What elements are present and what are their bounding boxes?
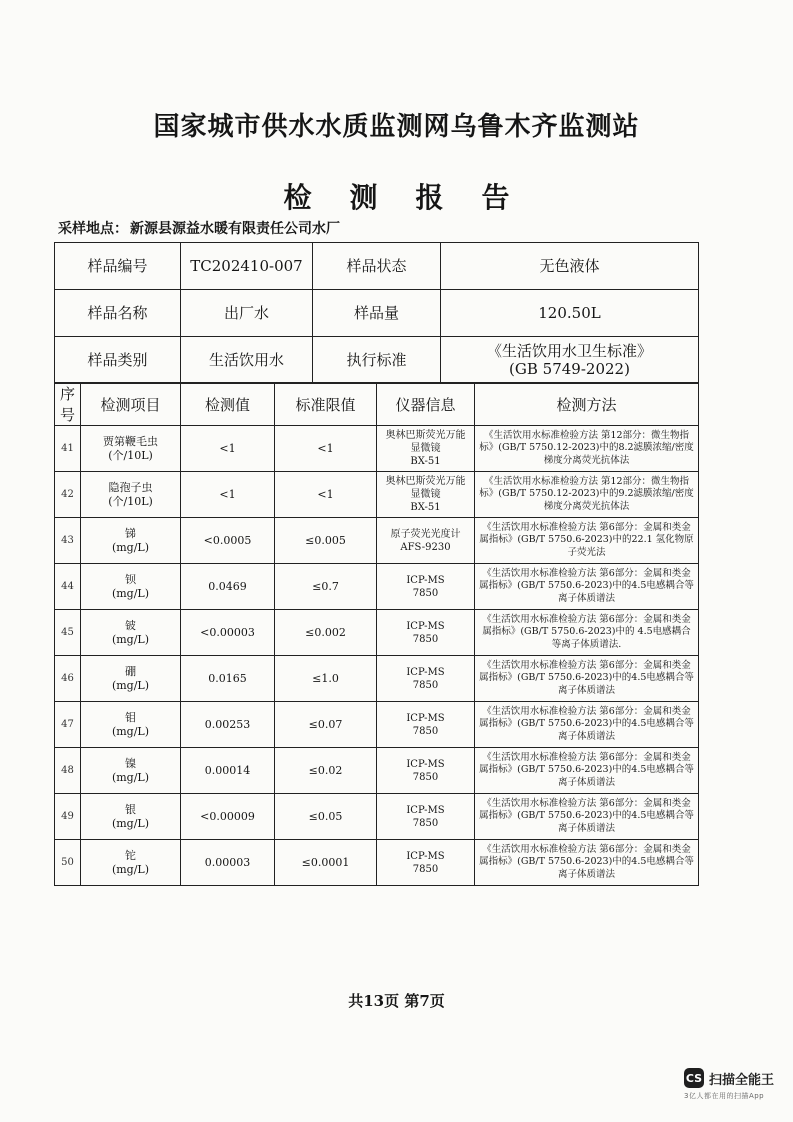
row-method: 《生活饮用水标准检验方法 第6部分：金属和类金属指标》(GB/T 5750.6-2023)中的 4.5电感耦合等离子体质谱法. xyxy=(475,610,699,656)
test-results-table xyxy=(54,382,699,886)
row-limit: ≤1.0 xyxy=(275,656,377,702)
item-unit: (mg/L) xyxy=(111,816,150,830)
row-method: 《生活饮用水标准检验方法 第6部分：金属和类金属指标》(GB/T 5750.6-2023)中的4.5电感耦合等离子体质谱法 xyxy=(475,794,699,840)
row-item xyxy=(81,656,181,702)
item-name: 锑 xyxy=(125,526,136,540)
row-limit: ≤0.0001 xyxy=(275,840,377,886)
inst-line-1: ICP-MS xyxy=(406,850,445,862)
inst-line-2: 7850 xyxy=(412,679,439,691)
sample-no-value: TC202410-007 xyxy=(181,243,313,290)
item-name: 银 xyxy=(125,802,136,816)
item-name: 铍 xyxy=(125,618,136,632)
inst-line-1: ICP-MS xyxy=(406,574,445,586)
item-unit: (mg/L) xyxy=(111,632,150,646)
row-method: 《生活饮用水标准检验方法 第6部分：金属和类金属指标》(GB/T 5750.6-2023)中的4.5电感耦合等离子体质谱法 xyxy=(475,564,699,610)
row-limit: <1 xyxy=(275,426,377,472)
row-method: 《生活饮用水标准检验方法 第12部分：微生物指标》(GB/T 5750.12-2023)中的9.2滤膜浓缩/密度梯度分离荧光抗体法 xyxy=(475,472,699,518)
row-item xyxy=(81,748,181,794)
inst-line-2: 7850 xyxy=(412,817,439,829)
standard-line-1: 《生活饮用水卫生标准》 xyxy=(486,342,652,360)
row-instrument xyxy=(377,426,475,472)
col-value: 检测值 xyxy=(181,383,275,426)
sample-info-table xyxy=(54,242,699,384)
site-value: 新源县源益水暖有限责任公司水厂 xyxy=(130,221,340,237)
row-limit: ≤0.05 xyxy=(275,794,377,840)
row-item xyxy=(81,840,181,886)
watermark-tagline: 3亿人都在用的扫描App xyxy=(684,1092,765,1100)
col-method: 检测方法 xyxy=(475,383,699,426)
row-value: 0.00003 xyxy=(181,840,275,886)
table-row xyxy=(55,472,699,518)
row-value: 0.0469 xyxy=(181,564,275,610)
item-name: 钡 xyxy=(125,572,136,586)
item-name: 镍 xyxy=(125,756,136,770)
row-instrument xyxy=(377,748,475,794)
standard-value xyxy=(441,337,699,384)
inst-line-1: ICP-MS xyxy=(406,804,445,816)
table-header-row xyxy=(55,383,699,426)
col-seq: 序号 xyxy=(55,383,81,426)
item-unit: (个/10L) xyxy=(108,494,153,508)
row-instrument xyxy=(377,702,475,748)
watermark-name: 扫描全能王 xyxy=(709,1072,775,1088)
table-row xyxy=(55,426,699,472)
row-instrument xyxy=(377,564,475,610)
inst-line-2: 显微镜 xyxy=(410,489,441,500)
row-seq: 42 xyxy=(55,472,81,518)
row-instrument xyxy=(377,518,475,564)
category-value: 生活饮用水 xyxy=(181,337,313,384)
scanner-watermark xyxy=(684,1068,793,1101)
table-row xyxy=(55,656,699,702)
item-name: 铊 xyxy=(125,848,136,862)
inst-line-1: ICP-MS xyxy=(406,712,445,724)
row-item xyxy=(81,426,181,472)
row-seq: 49 xyxy=(55,794,81,840)
row-value: 0.0165 xyxy=(181,656,275,702)
item-name: 钼 xyxy=(125,710,136,724)
page-number: 共13页 第7页 xyxy=(348,992,445,1010)
state-value: 无色液体 xyxy=(441,243,699,290)
quantity-label: 样品量 xyxy=(313,290,441,337)
inst-line-1: ICP-MS xyxy=(406,666,445,678)
inst-line-2: AFS-9230 xyxy=(400,541,451,553)
item-unit: (mg/L) xyxy=(111,540,150,554)
inst-line-1: 奥林巴斯荧光万能 xyxy=(385,476,466,487)
table-row xyxy=(55,518,699,564)
row-limit: ≤0.005 xyxy=(275,518,377,564)
sampling-site xyxy=(58,218,342,238)
table-row xyxy=(55,564,699,610)
row-instrument xyxy=(377,794,475,840)
row-limit: ≤0.7 xyxy=(275,564,377,610)
row-seq: 46 xyxy=(55,656,81,702)
camscanner-logo-icon: CS xyxy=(684,1068,704,1088)
item-unit: (个/10L) xyxy=(108,448,153,462)
row-seq: 43 xyxy=(55,518,81,564)
site-label: 采样地点： xyxy=(58,221,128,237)
sample-name-value: 出厂水 xyxy=(181,290,313,337)
inst-line-2: 7850 xyxy=(412,587,439,599)
row-value: <1 xyxy=(181,472,275,518)
item-unit: (mg/L) xyxy=(111,862,150,876)
row-value: 0.00253 xyxy=(181,702,275,748)
category-label: 样品类别 xyxy=(55,337,181,384)
inst-line-2: 7850 xyxy=(412,725,439,737)
row-seq: 45 xyxy=(55,610,81,656)
item-name: 隐孢子虫 xyxy=(108,480,153,494)
row-instrument xyxy=(377,610,475,656)
table-row xyxy=(55,748,699,794)
item-unit: (mg/L) xyxy=(111,586,150,600)
inst-line-1: ICP-MS xyxy=(406,758,445,770)
row-item xyxy=(81,794,181,840)
row-seq: 50 xyxy=(55,840,81,886)
inst-line-2: 7850 xyxy=(412,771,439,783)
row-item xyxy=(81,564,181,610)
table-row xyxy=(55,794,699,840)
table-row xyxy=(55,702,699,748)
org-title: 国家城市供水水质监测网乌鲁木齐监测站 xyxy=(153,112,640,142)
row-item xyxy=(81,610,181,656)
inst-line-2: 显微镜 xyxy=(410,443,441,454)
standard-line-2: (GB 5749-2022) xyxy=(509,360,630,378)
row-instrument xyxy=(377,656,475,702)
row-value: <0.00003 xyxy=(181,610,275,656)
quantity-value: 120.50L xyxy=(441,290,699,337)
row-value: <1 xyxy=(181,426,275,472)
row-seq: 48 xyxy=(55,748,81,794)
inst-line-1: 原子荧光光度计 xyxy=(390,528,461,540)
sample-name-label: 样品名称 xyxy=(55,290,181,337)
row-method: 《生活饮用水标准检验方法 第6部分：金属和类金属指标》(GB/T 5750.6-2023)中的4.5电感耦合等离子体质谱法 xyxy=(475,656,699,702)
row-instrument xyxy=(377,840,475,886)
inst-line-2: 7850 xyxy=(412,633,439,645)
item-unit: (mg/L) xyxy=(111,724,150,738)
row-item xyxy=(81,472,181,518)
row-value: <0.00009 xyxy=(181,794,275,840)
row-method: 《生活饮用水标准检验方法 第6部分：金属和类金属指标》(GB/T 5750.6-2023)中的4.5电感耦合等离子体质谱法 xyxy=(475,748,699,794)
col-item: 检测项目 xyxy=(81,383,181,426)
inst-line-3: BX-51 xyxy=(410,456,441,467)
item-name: 贾第鞭毛虫 xyxy=(103,434,158,448)
item-unit: (mg/L) xyxy=(111,770,150,784)
row-seq: 41 xyxy=(55,426,81,472)
inst-line-1: 奥林巴斯荧光万能 xyxy=(385,430,466,441)
table-row xyxy=(55,840,699,886)
row-seq: 44 xyxy=(55,564,81,610)
row-method: 《生活饮用水标准检验方法 第12部分：微生物指标》(GB/T 5750.12-2023)中的8.2滤膜浓缩/密度梯度分离荧光抗体法 xyxy=(475,426,699,472)
row-value: <0.0005 xyxy=(181,518,275,564)
row-method: 《生活饮用水标准检验方法 第6部分：金属和类金属指标》(GB/T 5750.6-2023)中的4.5电感耦合等离子体质谱法 xyxy=(475,702,699,748)
row-instrument xyxy=(377,472,475,518)
item-unit: (mg/L) xyxy=(111,678,150,692)
row-limit: <1 xyxy=(275,472,377,518)
standard-label: 执行标准 xyxy=(313,337,441,384)
col-limit: 标准限值 xyxy=(275,383,377,426)
row-seq: 47 xyxy=(55,702,81,748)
table-body xyxy=(55,426,699,886)
row-method: 《生活饮用水标准检验方法 第6部分：金属和类金属指标》(GB/T 5750.6-2023)中的4.5电感耦合等离子体质谱法 xyxy=(475,840,699,886)
row-method: 《生活饮用水标准检验方法 第6部分：金属和类金属指标》(GB/T 5750.6-2023)中的22.1 氢化物原子荧光法 xyxy=(475,518,699,564)
row-limit: ≤0.07 xyxy=(275,702,377,748)
item-name: 硼 xyxy=(125,664,136,678)
col-instrument: 仪器信息 xyxy=(377,383,475,426)
row-limit: ≤0.002 xyxy=(275,610,377,656)
inst-line-2: 7850 xyxy=(412,863,439,875)
state-label: 样品状态 xyxy=(313,243,441,290)
row-item xyxy=(81,702,181,748)
table-row xyxy=(55,610,699,656)
inst-line-3: BX-51 xyxy=(410,502,441,513)
info-row xyxy=(55,337,699,384)
sample-no-label: 样品编号 xyxy=(55,243,181,290)
info-row xyxy=(55,290,699,337)
row-item xyxy=(81,518,181,564)
info-row xyxy=(55,243,699,290)
report-title: 检测报告 xyxy=(283,181,548,214)
inst-line-1: ICP-MS xyxy=(406,620,445,632)
row-limit: ≤0.02 xyxy=(275,748,377,794)
row-value: 0.00014 xyxy=(181,748,275,794)
